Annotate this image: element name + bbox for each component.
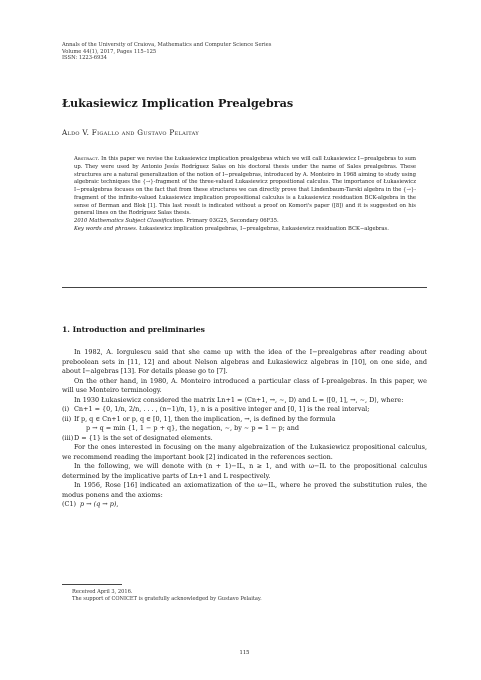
axiom-c1-label: (C1) [62,500,77,508]
keywords-label: Key words and phrases. [74,225,138,232]
list-label-ii: (ii) [62,414,72,423]
journal-issn: ISSN: 1223-6934 [62,55,107,62]
msc-line [74,218,416,226]
section-heading: 1. Introduction and preliminaries [62,325,205,334]
page-number: 115 [239,650,250,656]
keywords-text: Łukasiewicz implication prealgebras, I−prealgebras, Łukasiewicz residuation BCK−algebras. [137,225,389,232]
body-paragraph-2: On the other hand, in 1980, A. Monteiro introduced a particular class of I-prealgebras. In this paper, we will use Monteiro terminology. [62,376,427,394]
list-text-iii: D = {1} is the set of designated elements. [74,433,213,442]
list-label-i: (i) [62,405,70,413]
received-date: Received April 3, 2016. [72,589,133,595]
abstract-label: Abstract. [74,156,100,162]
list-item-ii [62,415,427,434]
journal-volume: Volume 44(1), 2017, Pages 115–125 [62,48,157,55]
msc-label: 2010 Mathematics Subject Classification. [74,218,185,224]
footnote-block [72,589,262,603]
support-note: The support of CONICET is gratefully acknowledged by Gustavo Pelaitay. [72,596,262,603]
abstract-divider [62,287,427,288]
list-text-ii [74,415,427,434]
list-text-i: Cn+1 = {0, 1/n, 2/n, . . . , (n−1)/n, 1}, n is a positive integer and [0, 1] is the real interval; [74,405,370,413]
list-text-ii-main: If p, q ∈ Cn+1 or p, q ∈ [0, 1], then the implication, →, is defined by the formula [74,414,336,423]
list-text-ii-formula: p → q = min {1, 1 − p + q}, the negation, ∼, by ∼ p = 1 − p; and [86,424,299,432]
abstract-block [74,156,416,234]
paper-title: Łukasiewicz Implication Prealgebras [62,96,294,110]
abstract-paragraph [74,156,416,218]
journal-header [62,42,271,62]
body-paragraph-4: For the ones interested in focusing on the many algebraization of the Łukasiewicz propositional calculus, we recommend reading the important book [2] indicated in the references section. [62,443,427,461]
keywords-line [74,226,416,234]
body-paragraph-6: In 1956, Rose [16] indicated an axiomatization of the ω−IL, where he proved the substitution rules, the modus ponens and the axioms: [62,481,427,499]
body-paragraph-1: In 1982, A. Iorgulescu said that she came up with the idea of the I−prealgebras after reading about preboolean sets in [11, 12] and about Nelson algebras and Łukasiewicz algebras in [10], on one side, and about I−algebras [13]. For details please go to [7]. [62,348,427,375]
body-paragraph-5: In the following, we will denote with (n + 1)−IL, n ≥ 1, and with ω−IL to the propositional calculus determined by the implicative parts of Ln+1 and L respectively. [62,462,427,480]
axiom-c1-text: p → (q → p), [80,500,119,508]
body-paragraph-3: In 1930 Łukasiewicz considered the matrix Ln+1 = ⟨Cn+1, →, ∼, D⟩ and L = ⟨[0, 1], →, ∼, D⟩, where: [74,395,404,404]
axiom-c1 [62,500,427,510]
list-item-iii [62,434,427,444]
msc-text: Primary 03G25, Secondary 06F35. [184,218,279,224]
paper-authors: Aldo V. Figallo and Gustavo Pelaitay [62,128,199,137]
list-item-i [62,405,427,415]
body-text [62,348,427,510]
journal-name: Annals of the University of Craiova, Mathematics and Computer Science Series [62,42,272,48]
list-label-iii: (iii) [62,433,74,442]
abstract-text: In this paper we revise the Łukasiewicz implication prealgebras which we will call Łukasiewicz I−prealgebras to sum up. They were used by Antonio Jesús Rodríguez Salas on his doctoral thesis under the name of Sales prealgebras. These structures are a natural generalization of the notion of I−prealgebras, introduced by A. Monteiro in 1968 aiming to study using algebraic techniques the {→}-fragment of the three-valued Łukasiewicz propositional calculus. The importance of Łukasiewicz I−prealgebras focuses on the fact that from these structures we can directly prove that Lindenbaum-Tarski algebra in the {→}-fragment of the infinite-valued Łukasiewicz implication propositional calculus is a Łukasiewicz residuation BCK-algebra in the sense of Berman and Blok [1]. This last result is indicated without a proof on Komori's paper ([8]) and it is suggested on his general lines on the Rodríguez Salas thesis. [74,156,416,217]
footnote-divider [62,584,122,585]
